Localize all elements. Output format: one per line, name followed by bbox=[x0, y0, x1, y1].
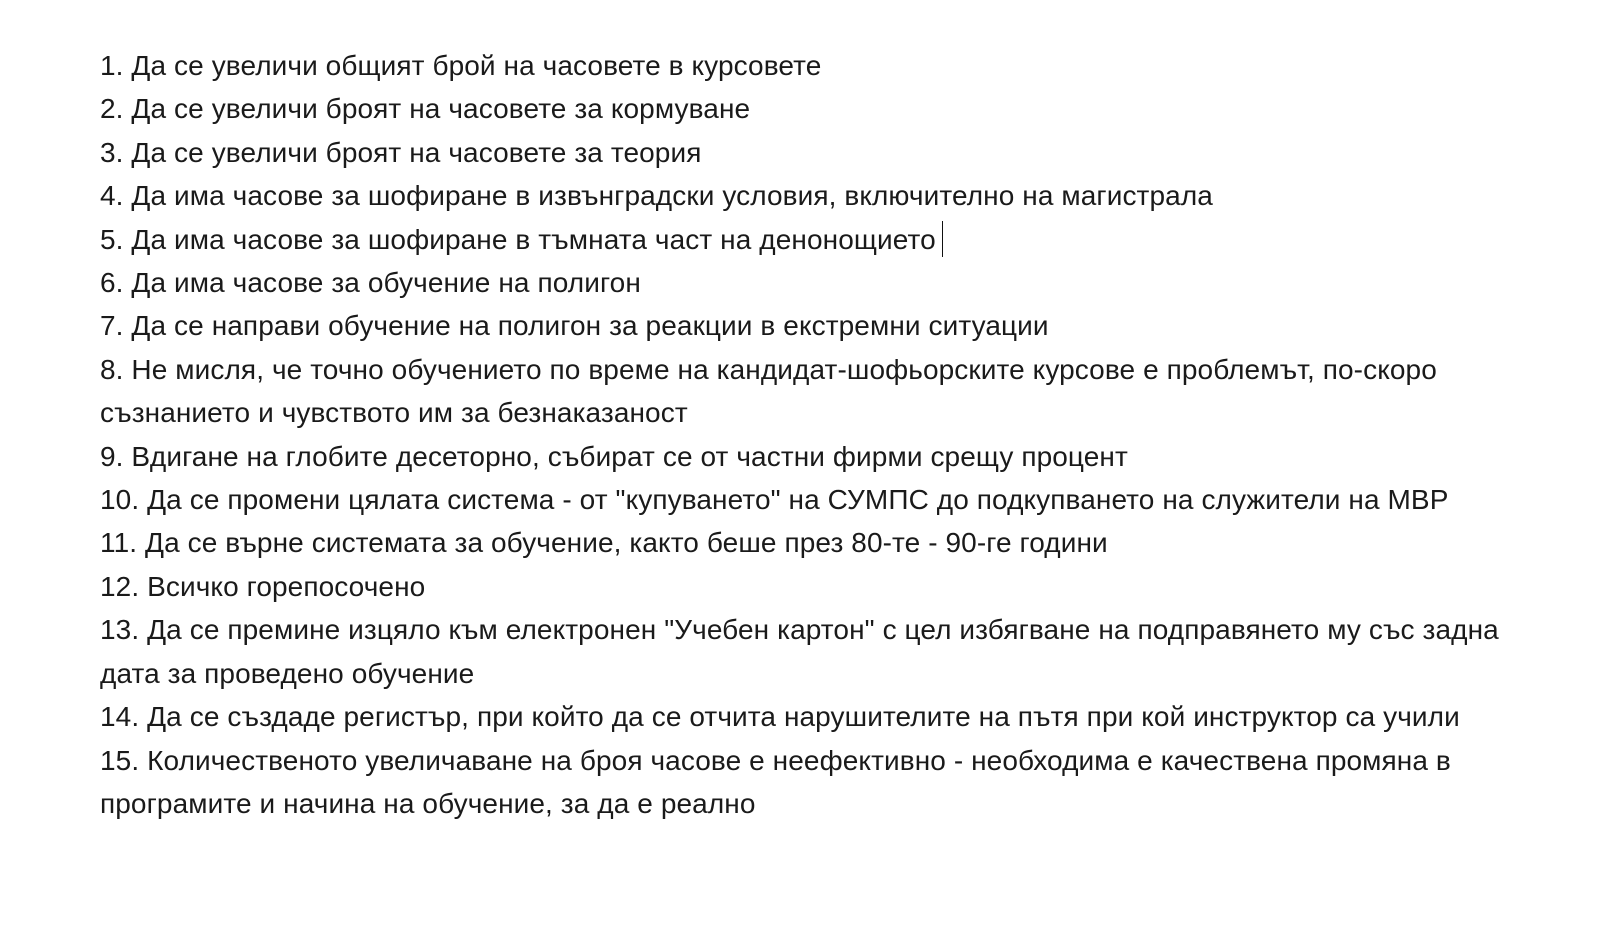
list-item: 1. Да се увеличи общият брой на часовете в курсовете bbox=[100, 50, 822, 81]
list-item: 12. Всичко горепосочено bbox=[100, 570, 426, 602]
list-item-with-caret[interactable] bbox=[100, 218, 1540, 261]
list-item: 10. Да се промени цялата система - от "купуването" на СУМПС до подкупването на служители на МВР bbox=[100, 484, 1449, 516]
list-item-text: 5. Да има часове за шофиране в тъмната част на денонощието bbox=[100, 223, 936, 255]
list-item: 15. Количественото увеличаване на броя часове е неефективно - необходима е качествена промяна в програмите и начина на обучение, за да е реално bbox=[100, 744, 1451, 819]
list-item: 7. Да се направи обучение на полигон за реакции в екстремни ситуации bbox=[100, 310, 1049, 342]
list-item: 11. Да се върне системата за обучение, както беше през 80-те - 90-ге години bbox=[100, 527, 1108, 559]
list-item: 3. Да се увеличи броят на часовете за теория bbox=[100, 136, 702, 168]
list-item: 14. Да се създаде регистър, при който да се отчита нарушителите на пътя при кой инструктор са учили bbox=[100, 701, 1460, 733]
list-item: 8. Не мисля, че точно обучението по време на кандидат-шофьорските курсове е проблемът, по-скоро съзнанието и чувството им за безнаказаност bbox=[100, 353, 1437, 429]
text-cursor bbox=[942, 221, 944, 257]
list-item: 9. Вдигане на глобите десеторно, събират се от частни фирми срещу процент bbox=[100, 440, 1128, 472]
document-body bbox=[100, 44, 1540, 825]
list-item: 6. Да има часове за обучение на полигон bbox=[100, 267, 641, 299]
list-item: 4. Да има часове за шофиране в извънградски условия, включително на магистрала bbox=[100, 180, 1213, 212]
list-item: 2. Да се увеличи броят на часовете за кормуване bbox=[100, 93, 751, 125]
list-item: 13. Да се премине изцяло към електронен "Учебен картон" с цел избягване на подправянето му със задна дата за проведено обучение bbox=[100, 614, 1499, 689]
